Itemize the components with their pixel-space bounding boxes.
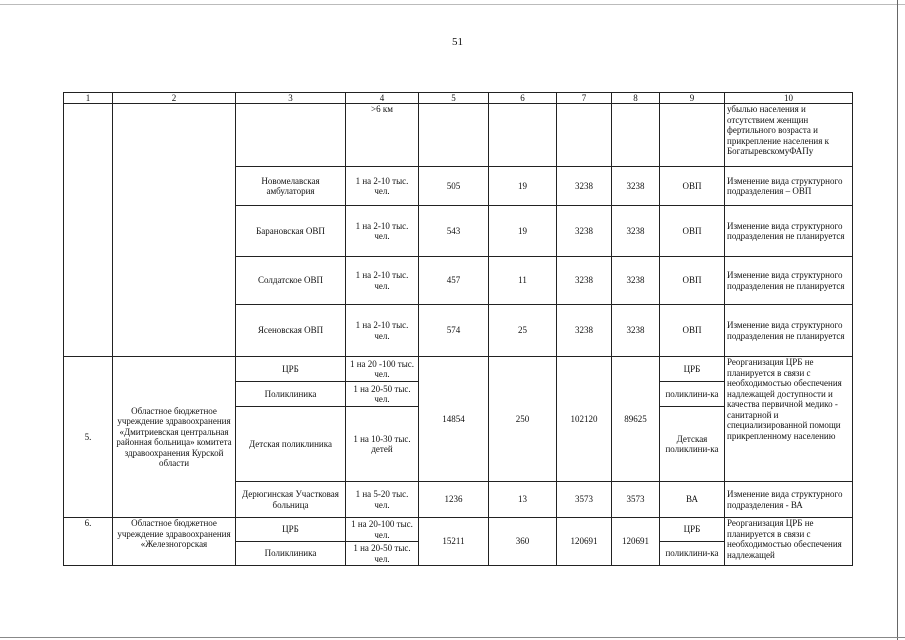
cell-c9: ЦРБ bbox=[660, 357, 725, 382]
cell-c8: 3238 bbox=[612, 206, 660, 257]
cell-c8: 89625 bbox=[612, 357, 660, 482]
scan-edge-bottom bbox=[0, 637, 905, 638]
cell-c7: 120691 bbox=[557, 518, 612, 566]
cell-ratio: 1 на 20-50 тыс. чел. bbox=[346, 542, 419, 566]
header-row bbox=[64, 93, 853, 104]
cell-c10: убылью населения и отсутствием женщин фертильного возраста и прикрепление населения к БогатыревскомуФАПу bbox=[725, 104, 853, 167]
cell-org: Областное бюджетное учреждение здравоохранения «Дмитриевская центральная районная больница» комитета здравоохранения Курской области bbox=[113, 357, 236, 518]
cell-ratio: 1 на 20-100 тыс. чел. bbox=[346, 518, 419, 542]
cell-c7: 3238 bbox=[557, 167, 612, 206]
cell-c6: 250 bbox=[489, 357, 557, 482]
cell-unit: Дерюгинская Участковая больница bbox=[236, 482, 346, 518]
cell-c6 bbox=[489, 104, 557, 167]
cell-unit: Детская поликлиника bbox=[236, 407, 346, 482]
cell-ratio: 1 на 10-30 тыс. детей bbox=[346, 407, 419, 482]
cell-c6: 19 bbox=[489, 206, 557, 257]
cell-ratio: 1 на 2-10 тыс. чел. bbox=[346, 305, 419, 357]
cell-c6: 360 bbox=[489, 518, 557, 566]
cell-c5: 15211 bbox=[419, 518, 489, 566]
header-cell: 8 bbox=[612, 93, 660, 104]
header-cell: 7 bbox=[557, 93, 612, 104]
cell-unit: ЦРБ bbox=[236, 357, 346, 382]
cell-c5 bbox=[419, 104, 489, 167]
cell-c7 bbox=[557, 104, 612, 167]
cell-num: 5. bbox=[64, 357, 113, 518]
cell-unit: Ясеновская ОВП bbox=[236, 305, 346, 357]
cell-unit: Солдатское ОВП bbox=[236, 257, 346, 305]
cell-c9: Детская поликлини-ка bbox=[660, 407, 725, 482]
cell-org: Областное бюджетное учреждение здравоохранения «Железногорская bbox=[113, 518, 236, 566]
cell-c9: ВА bbox=[660, 482, 725, 518]
header-cell: 5 bbox=[419, 93, 489, 104]
header-cell: 6 bbox=[489, 93, 557, 104]
cell-c9: ОВП bbox=[660, 167, 725, 206]
cell-c10: Изменение вида структурного подразделения не планируется bbox=[725, 257, 853, 305]
cell-unit: Поликлиника bbox=[236, 542, 346, 566]
cell-c7: 3238 bbox=[557, 206, 612, 257]
cell-unit: ЦРБ bbox=[236, 518, 346, 542]
header-cell: 1 bbox=[64, 93, 113, 104]
cell-num bbox=[64, 104, 113, 357]
cell-c5: 14854 bbox=[419, 357, 489, 482]
cell-c9: поликлини-ка bbox=[660, 542, 725, 566]
cell-c5: 457 bbox=[419, 257, 489, 305]
cell-ratio: 1 на 2-10 тыс. чел. bbox=[346, 167, 419, 206]
cell-c7: 102120 bbox=[557, 357, 612, 482]
cell-c9: ОВП bbox=[660, 206, 725, 257]
cell-ratio: 1 на 20-50 тыс. чел. bbox=[346, 382, 419, 407]
header-cell: 2 bbox=[113, 93, 236, 104]
cell-c10: Реорганизация ЦРБ не планируется в связи с необходимостью обеспечения надлежащей bbox=[725, 518, 853, 566]
scan-edge-right bbox=[897, 0, 898, 640]
cell-c10: Изменение вида структурного подразделения не планируется bbox=[725, 206, 853, 257]
cell-ratio: 1 на 2-10 тыс. чел. bbox=[346, 206, 419, 257]
cell-c10: Реорганизация ЦРБ не планируется в связи с необходимостью обеспечения надлежащей доступности и качества первичной медико - санитарной и специализированной помощи прикрепленному населению bbox=[725, 357, 853, 482]
table-row bbox=[64, 357, 853, 382]
page-number: 51 bbox=[452, 36, 463, 48]
cell-c9: ОВП bbox=[660, 257, 725, 305]
cell-c8: 3573 bbox=[612, 482, 660, 518]
cell-c9: ЦРБ bbox=[660, 518, 725, 542]
cell-c7: 3573 bbox=[557, 482, 612, 518]
cell-c5: 574 bbox=[419, 305, 489, 357]
cell-c5: 543 bbox=[419, 206, 489, 257]
facilities-table bbox=[63, 92, 853, 566]
cell-c6: 11 bbox=[489, 257, 557, 305]
table-row bbox=[64, 518, 853, 542]
cell-c8: 3238 bbox=[612, 305, 660, 357]
header-cell: 3 bbox=[236, 93, 346, 104]
cell-c9: ОВП bbox=[660, 305, 725, 357]
cell-unit: Поликлиника bbox=[236, 382, 346, 407]
cell-unit: Барановская ОВП bbox=[236, 206, 346, 257]
cell-c6: 13 bbox=[489, 482, 557, 518]
cell-unit bbox=[236, 104, 346, 167]
header-cell: 9 bbox=[660, 93, 725, 104]
cell-c6: 19 bbox=[489, 167, 557, 206]
cell-ratio: 1 на 2-10 тыс. чел. bbox=[346, 257, 419, 305]
cell-ratio: 1 на 5-20 тыс. чел. bbox=[346, 482, 419, 518]
cell-c9 bbox=[660, 104, 725, 167]
cell-ratio: >6 км bbox=[346, 104, 419, 167]
cell-c10: Изменение вида структурного подразделения - ВА bbox=[725, 482, 853, 518]
cell-c10: Изменение вида структурного подразделения – ОВП bbox=[725, 167, 853, 206]
cell-c5: 505 bbox=[419, 167, 489, 206]
cell-unit: Новомелавская амбулатория bbox=[236, 167, 346, 206]
cell-org bbox=[113, 104, 236, 357]
header-cell: 4 bbox=[346, 93, 419, 104]
cell-c8: 3238 bbox=[612, 167, 660, 206]
table-row bbox=[64, 104, 853, 167]
cell-c7: 3238 bbox=[557, 305, 612, 357]
cell-c8 bbox=[612, 104, 660, 167]
cell-c8: 120691 bbox=[612, 518, 660, 566]
cell-num: 6. bbox=[64, 518, 113, 566]
cell-c7: 3238 bbox=[557, 257, 612, 305]
cell-c5: 1236 bbox=[419, 482, 489, 518]
cell-ratio: 1 на 20 -100 тыс. чел. bbox=[346, 357, 419, 382]
cell-c9: поликлини-ка bbox=[660, 382, 725, 407]
cell-c8: 3238 bbox=[612, 257, 660, 305]
cell-c10: Изменение вида структурного подразделения не планируется bbox=[725, 305, 853, 357]
header-cell: 10 bbox=[725, 93, 853, 104]
cell-c6: 25 bbox=[489, 305, 557, 357]
scan-edge-top bbox=[0, 4, 905, 5]
